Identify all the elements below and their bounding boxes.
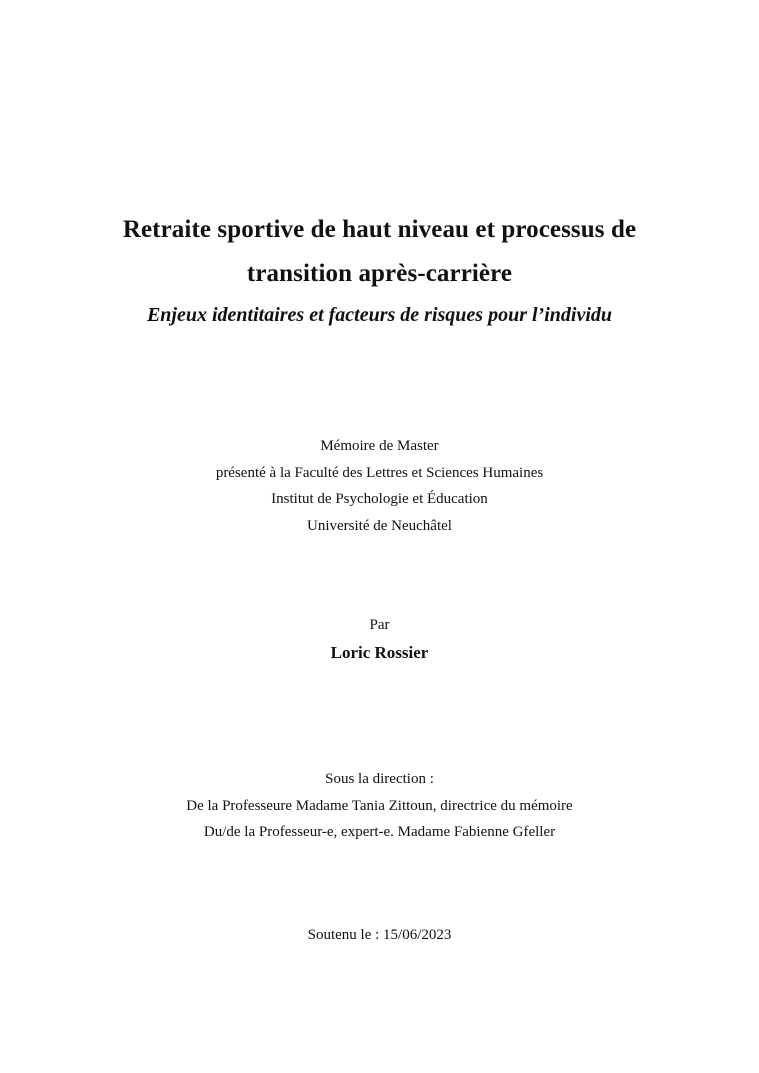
expert-line: Du/de la Professeur-e, expert-e. Madame Fabienne Gfeller <box>203 824 556 840</box>
university-line: Université de Neuchâtel <box>307 518 452 534</box>
author-name: Loric Rossier <box>330 643 429 662</box>
thesis-type: Mémoire de Master <box>320 438 439 454</box>
faculty-line: présenté à la Faculté des Lettres et Sciences Humaines <box>215 465 544 481</box>
defense-date: Soutenu le : 15/06/2023 <box>307 927 452 943</box>
director-line: De la Professeure Madame Tania Zittoun, directrice du mémoire <box>186 798 573 814</box>
institute-line: Institut de Psychologie et Éducation <box>271 491 488 507</box>
author-by: Par <box>369 617 390 633</box>
thesis-title-line-1: Retraite sportive de haut niveau et processus de <box>122 216 637 243</box>
thesis-title-line-2: transition après-carrière <box>246 260 513 287</box>
thesis-subtitle: Enjeux identitaires et facteurs de risques pour l’individu <box>146 304 613 326</box>
supervision-heading: Sous la direction : <box>325 771 434 787</box>
